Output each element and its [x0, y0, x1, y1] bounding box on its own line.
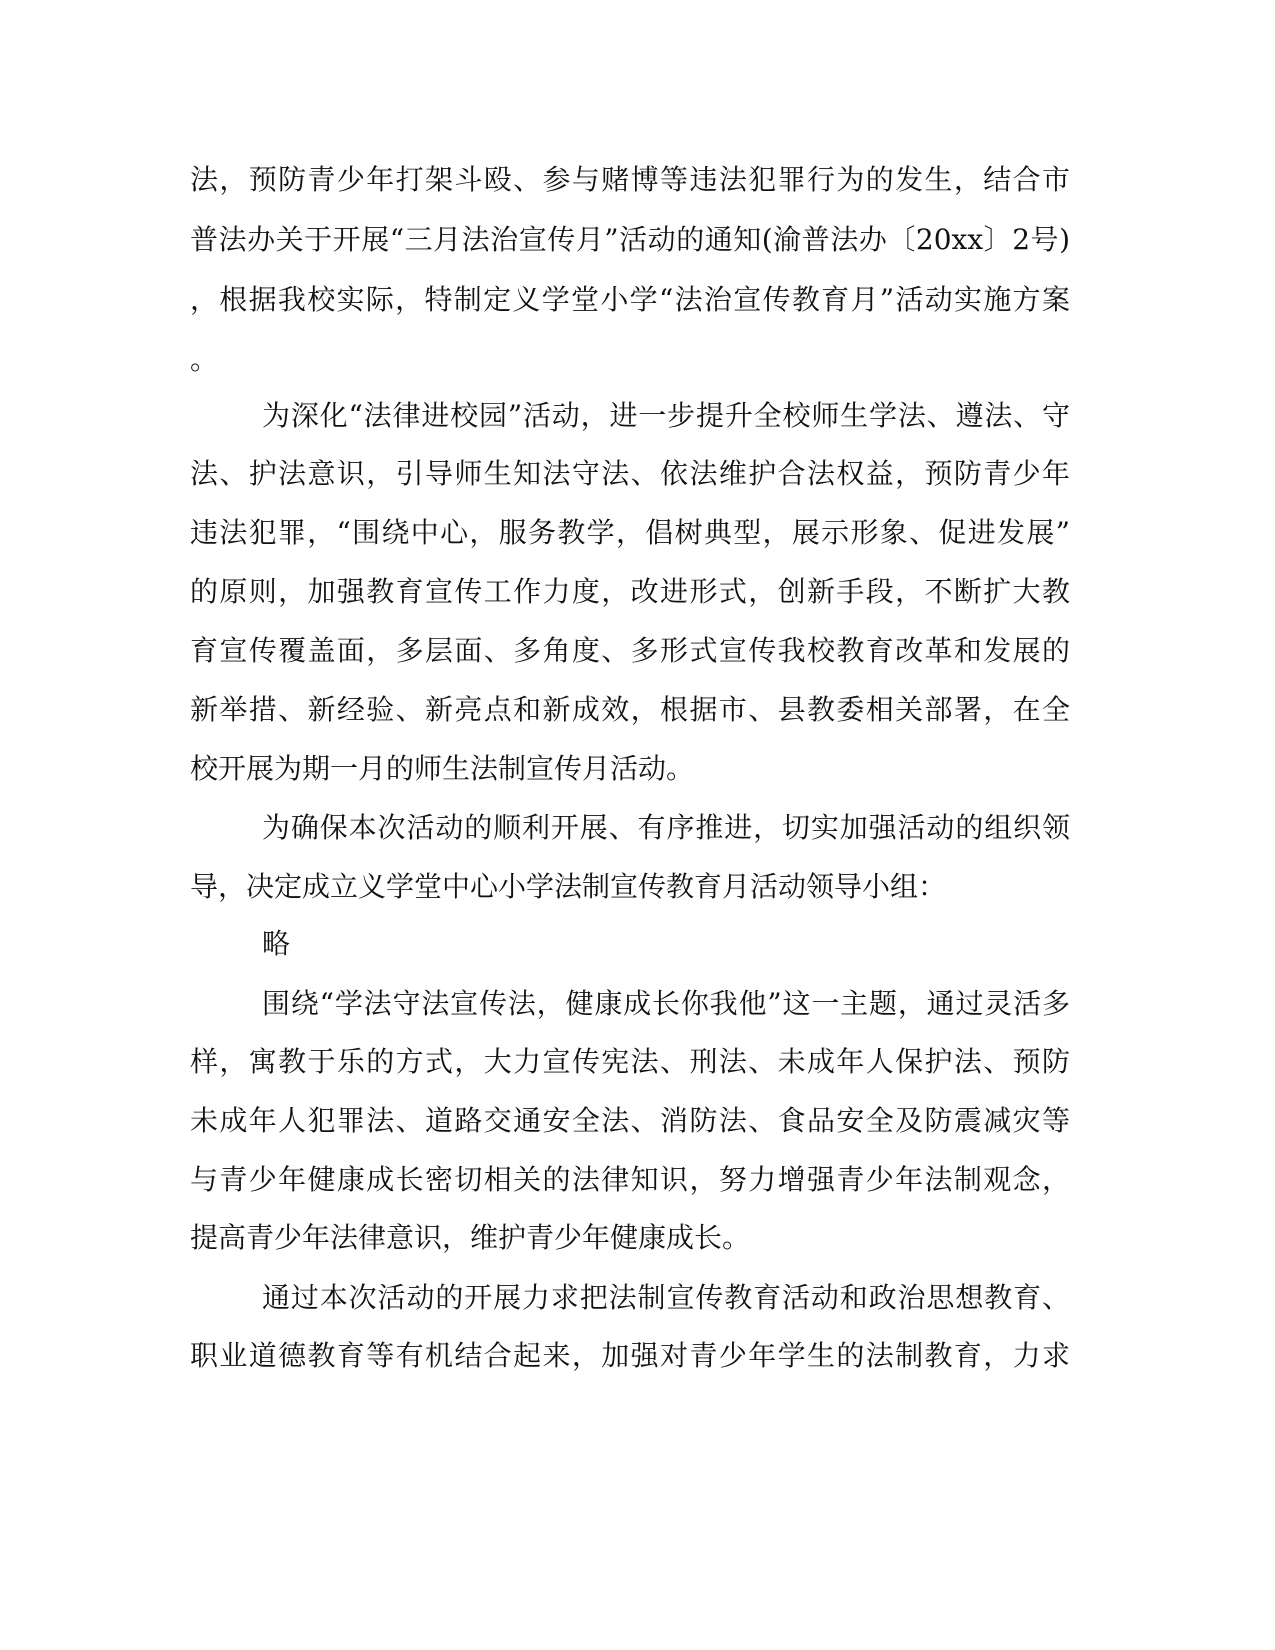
paragraph-line: ，根据我校实际，特制定义学堂小学“法治宣传教育月”活动实施方案	[190, 283, 1070, 316]
paragraph-line: 职业道德教育等有机结合起来，加强对青少年学生的法制教育，力求	[190, 1339, 1070, 1372]
paragraph-line: 校开展为期一月的师生法制宣传月活动。	[190, 752, 695, 785]
paragraph-line: 违法犯罪，“围绕中心，服务教学，倡树典型，展示形象、促进发展”	[190, 516, 1070, 549]
paragraph-line: 法，预防青少年打架斗殴、参与赌博等违法犯罪行为的发生，结合市	[190, 163, 1070, 196]
paragraph-line: 育宣传覆盖面，多层面、多角度、多形式宣传我校教育改革和发展的	[190, 634, 1070, 667]
paragraph-line: 提高青少年法律意识，维护青少年健康成长。	[190, 1221, 751, 1254]
paragraph-line: 围绕“学法守法宣传法，健康成长你我他”这一主题，通过灵活多	[262, 987, 1070, 1020]
paragraph-line: 普法办关于开展“三月法治宣传月”活动的通知(渝普法办〔20xx〕2号)	[190, 223, 1070, 256]
paragraph-line: 为深化“法律进校园”活动，进一步提升全校师生学法、遵法、守	[262, 399, 1070, 432]
paragraph-line: 与青少年健康成长密切相关的法律知识，努力增强青少年法制观念，	[190, 1163, 1070, 1196]
paragraph-line: 未成年人犯罪法、道路交通安全法、消防法、食品安全及防震减灾等	[190, 1104, 1070, 1137]
paragraph-line: 样，寓教于乐的方式，大力宣传宪法、刑法、未成年人保护法、预防	[190, 1045, 1070, 1078]
paragraph-line: 为确保本次活动的顺利开展、有序推进，切实加强活动的组织领	[262, 811, 1070, 844]
paragraph-line: 。	[190, 343, 219, 376]
paragraph-line: 的原则，加强教育宣传工作力度，改进形式，创新手段，不断扩大教	[190, 575, 1070, 608]
paragraph-line: 法、护法意识，引导师生知法守法、依法维护合法权益，预防青少年	[190, 457, 1070, 490]
paragraph-line: 略	[262, 927, 291, 960]
paragraph-line: 通过本次活动的开展力求把法制宣传教育活动和政治思想教育、	[262, 1281, 1070, 1314]
paragraph-line: 导，决定成立义学堂中心小学法制宣传教育月活动领导小组：	[190, 870, 947, 903]
paragraph-line: 新举措、新经验、新亮点和新成效，根据市、县教委相关部署，在全	[190, 693, 1070, 726]
